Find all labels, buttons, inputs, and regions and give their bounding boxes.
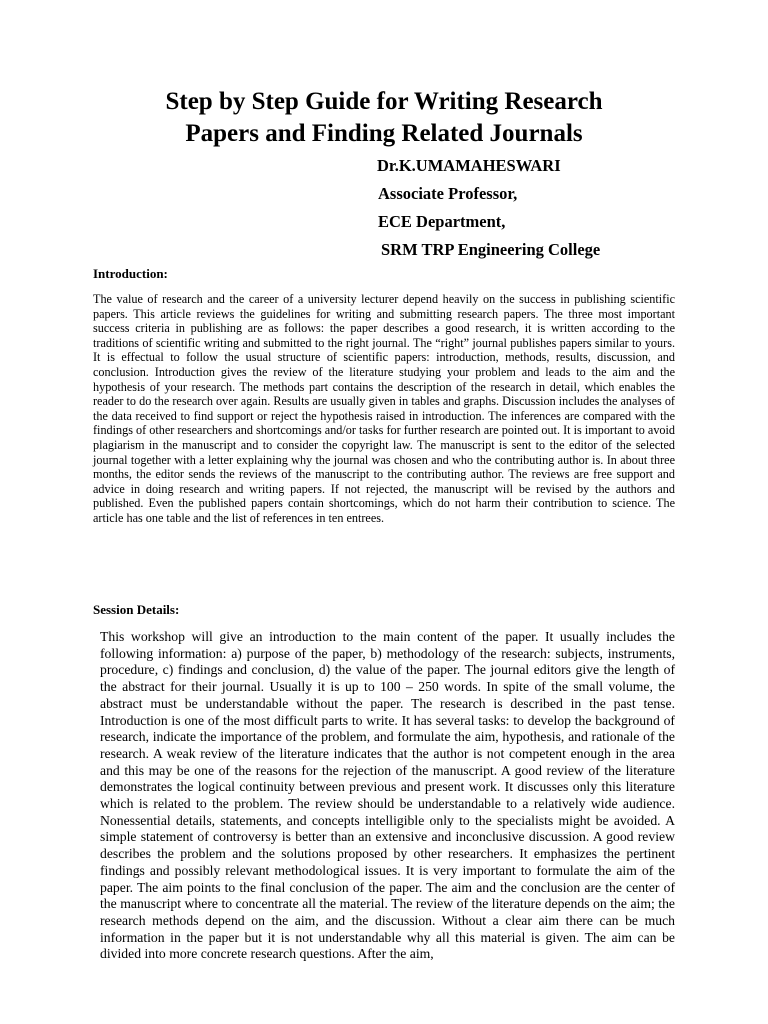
introduction-heading: Introduction: xyxy=(93,266,168,281)
title-line-1: Step by Step Guide for Writing Research xyxy=(165,88,603,115)
author-block xyxy=(377,156,600,268)
author-department: ECE Department, xyxy=(378,212,506,231)
author-name: Dr.K.UMAMAHESWARI xyxy=(377,156,561,175)
session-details-paragraph: This workshop will give an introduction to the main content of the paper. It usually includes the following information: a) purpose of the paper, b) methodology of the research: subjects, instruments, procedure, c) findings and conclusion, d) the value of the paper. The journal editors give the length of the abstract for their journal. Usually it is up to 100 – 250 words. In spite of the small volume, the abstract must be understandable without the paper. The research is described in the past tense. Introduction is one of the most difficult parts to write. It has several tasks: to develop the background of research, indicate the importance of the problem, and formulate the aim, hypothesis, and rationale of the research. A weak review of the literature indicates that the author is not competent enough in the area and this may be one of the reasons for the rejection of the manuscript. A good review of the literature demonstrates the logical continuity between previous and present work. It discusses only this literature which is related to the problem. The review should be understandable to a relatively wide audience. Nonessential details, statements, and concepts intelligible only to the specialists might be avoided. A simple statement of controversy is better than an extensive and inconclusive discussion. A good review describes the problem and the solutions proposed by other researchers. It emphasizes the pertinent findings and possibly relevant methodological issues. It is very important to formulate the aim of the paper. The aim points to the final conclusion of the paper. The aim and the conclusion are the center of the manuscript where to concentrate all the material. The review of the literature depends on the aim; the research methods depend on the aim, and the discussion. Without a clear aim there can be much information in the paper but it is not understandable why all this material is given. The aim can be divided into more concrete research questions. After the aim, xyxy=(100,629,675,962)
document-title xyxy=(60,86,708,150)
author-position: Associate Professor, xyxy=(378,184,518,203)
session-details-heading: Session Details: xyxy=(93,602,180,617)
introduction-paragraph: The value of research and the career of a university lecturer depend heavily on the success in publishing scientific papers. This article reviews the guidelines for writing and submitting research papers. The three most important success criteria in publishing are as follows: the paper describes a good research, it is written according to the traditions of scientific writing and submitted to the right journal. The “right” journal publishes papers similar to yours. It is effectual to follow the usual structure of scientific papers: introduction, methods, results, discussion, and conclusion. Introduction gives the review of the literature studying your problem and leads to the aim and the hypothesis of your research. The methods part contains the description of the research in detail, which enables the reader to do the research over again. Results are usually given in tables and graphs. Discussion includes the analyses of the data received to find support or reject the hypothesis raised in introduction. The inferences are compared with the findings of other researchers and shortcomings and/or tasks for further research are pointed out. It is important to avoid plagiarism in the manuscript and to consider the copyright law. The manuscript is sent to the editor of the selected journal together with a letter explaining why the journal was chosen and who the contributing author is. In about three months, the editor sends the reviews of the manuscript to the contributing author. The reviews are free support and advice in doing research and writing papers. If not rejected, the manuscript will be revised by the authors and published. Even the published papers contain shortcomings, which do not harm their contribution to science. The article has one table and the list of references in ten entrees. xyxy=(93,292,675,525)
title-line-2: Papers and Finding Related Journals xyxy=(185,120,583,147)
author-institution: SRM TRP Engineering College xyxy=(381,240,601,259)
